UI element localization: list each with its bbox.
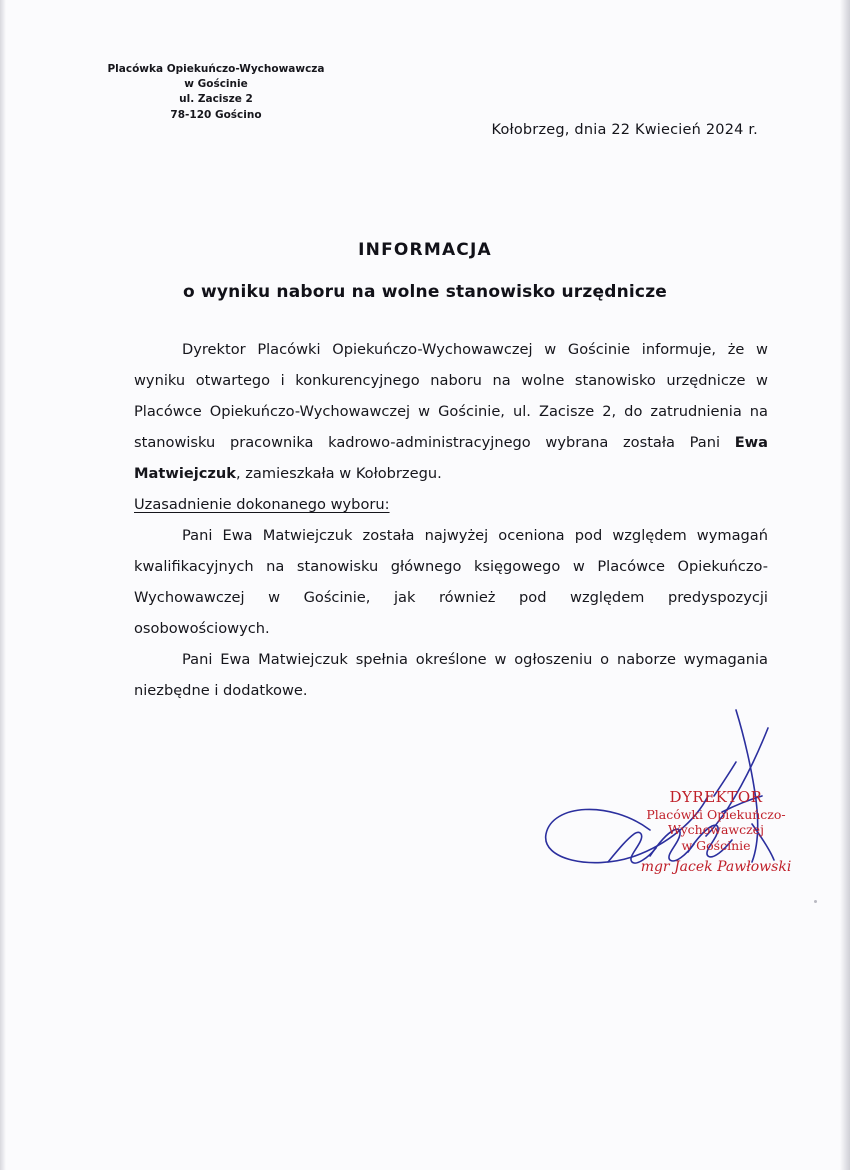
- dateline: Kołobrzeg, dnia 22 Kwiecień 2024 r.: [491, 122, 758, 138]
- section-heading: Uzasadnienie dokonanego wyboru:: [134, 496, 390, 513]
- letterhead: [86, 62, 346, 123]
- letterhead-line-4: 78-120 Gościno: [170, 108, 262, 121]
- document-body: [134, 334, 768, 706]
- title-block: [0, 240, 850, 302]
- signature-block: [500, 700, 830, 920]
- stamp-location: w Gościnie: [681, 838, 751, 853]
- stamp-title: DYREKTOR: [669, 788, 763, 806]
- paragraph-justification: Pani Ewa Matwiejczuk została najwyżej oceniona pod względem wymagań kwalifikacyjnych na stanowisku głównego księgowego w Placówce Opiekuńczo-Wychowawczej w Gościnie, jak również pod względem predyspozycji osobowościowych.: [134, 527, 768, 637]
- letterhead-line-2: w Gościnie: [184, 78, 248, 91]
- director-stamp: [606, 788, 826, 876]
- page-subtitle: o wyniku naboru na wolne stanowisko urzędnicze: [182, 282, 668, 302]
- paragraph-requirements: Pani Ewa Matwiejczuk spełnia określone w ogłoszeniu o naborze wymagania niezbędne i dodatkowe.: [134, 651, 768, 699]
- letterhead-line-3: ul. Zacisze 2: [179, 93, 253, 106]
- scan-speck: [814, 900, 817, 903]
- letterhead-line-1: Placówka Opiekuńczo-Wychowawcza: [107, 63, 325, 75]
- paragraph-announcement: [134, 334, 768, 489]
- paragraph-announcement-text-2: , zamieszkała w Kołobrzegu.: [235, 465, 442, 482]
- page-title: INFORMACJA: [358, 240, 492, 260]
- paragraph-announcement-text-1: Dyrektor Placówki Opiekuńczo-Wychowawczej w Gościnie informuje, że w wyniku otwartego i konkurencyjnego naboru na wolne stanowisko urzędnicze w Placówce Opiekuńczo-Wychowawczej w Gościnie, ul. Zacisze 2, do zatrudnienia na stanowisku pracownika kadrowo-administracyjnego wybrana została Pani: [134, 341, 768, 451]
- section-heading-wrapper: [134, 489, 768, 520]
- selected-candidate-name: Ewa Matwiejczuk: [134, 434, 768, 482]
- stamp-director-name: mgr Jacek Pawłowski: [640, 858, 792, 875]
- stamp-institution: Placówki Opiekuńczo-Wychowawczej: [646, 806, 786, 838]
